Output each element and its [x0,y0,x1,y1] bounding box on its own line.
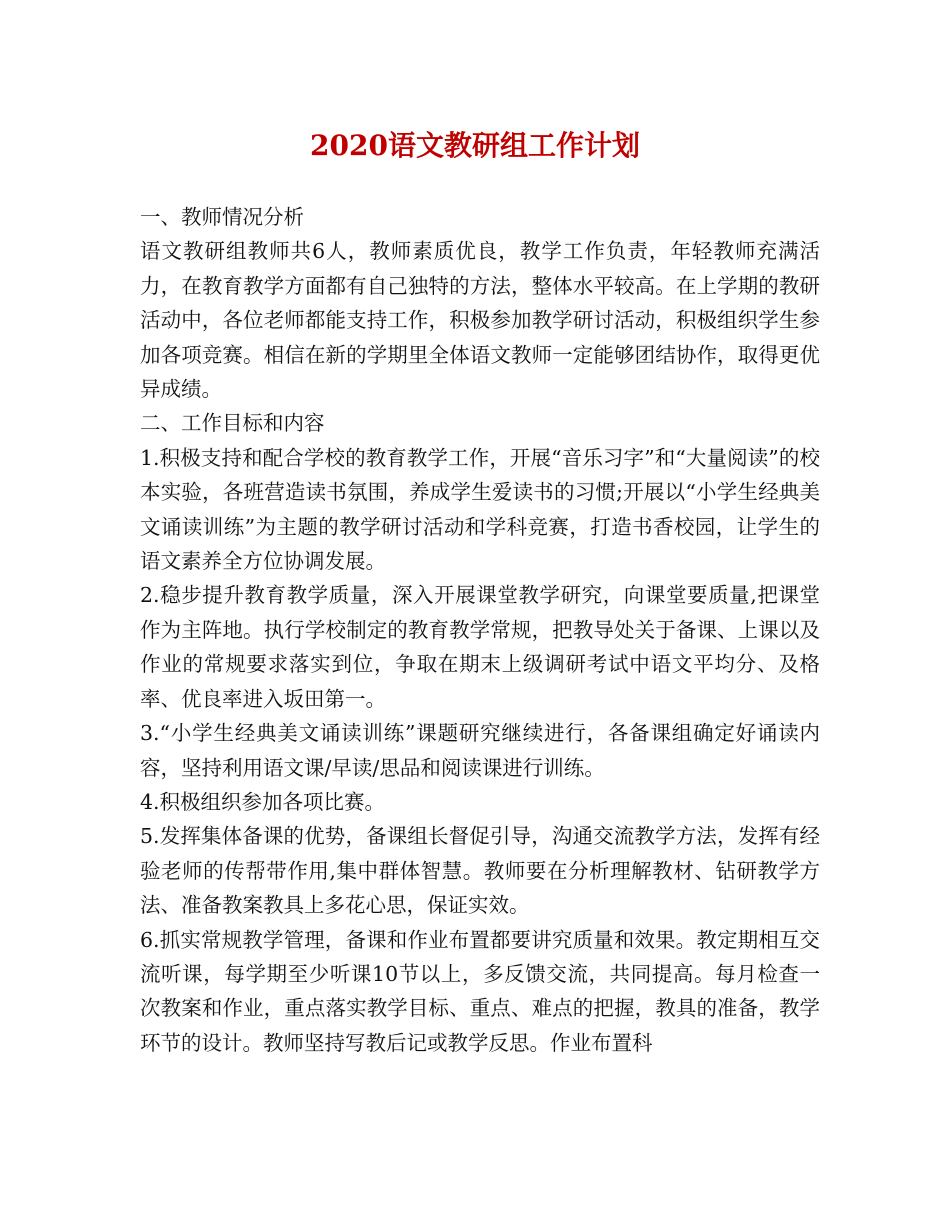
list-item-2: 2.稳步提升教育教学质量，深入开展课堂教学研究，向课堂要质量,把课堂作为主阵地。执行学校制定的教育教学常规，把教导处关于备课、上课以及作业的常规要求落实到位，争取在期末上级调研考试中语文平均分、及格率、优良率进入坂田第一。 [140,583,820,711]
document-title: 2020语文教研组工作计划 [310,129,640,162]
document-body [140,200,820,1060]
paragraph-teacher-analysis: 语文教研组教师共6人，教师素质优良，教学工作负责，年轻教师充满活力，在教育教学方面都有自己独特的方法，整体水平较高。在上学期的教研活动中，各位老师都能支持工作，积极参加教学研讨活动，积极组织学生参加各项竞赛。相信在新的学期里全体语文教师一定能够团结协作，取得更优异成绩。 [140,239,820,402]
section-heading-teacher-analysis: 一、教师情况分析 [140,205,304,229]
list-item-6: 6.抓实常规教学管理，备课和作业布置都要讲究质量和效果。教定期相互交流听课，每学期至少听课10节以上，多反馈交流，共同提高。每月检查一次教案和作业，重点落实教学目标、重点、难点的把握，教具的准备，教学环节的设计。教师坚持写教后记或教学反思。作业布置科 [140,927,820,1055]
list-item-4: 4.积极组织参加各项比赛。 [140,789,386,814]
section-heading-goals-content: 二、工作目标和内容 [140,411,325,436]
list-item-1: 1.积极支持和配合学校的教育教学工作，开展“音乐习字”和“大量阅读”的校本实验，各班营造读书氛围，养成学生爱读书的习惯;开展以“小学生经典美文诵读训练”为主题的教学研讨活动和学科竞赛，打造书香校园，让学生的语文素养全方位协调发展。 [140,445,820,574]
list-item-3: 3.“小学生经典美文诵读训练”课题研究继续进行，各备课组确定好诵读内容，坚持利用语文课/早读/思品和阅读课进行训练。 [140,721,820,780]
list-item-5: 5.发挥集体备课的优势，备课组长督促引导，沟通交流教学方法，发挥有经验老师的传帮带作用,集中群体智慧。教师要在分析理解教材、钻研教学方法、准备教案教具上多花心思，保证实效。 [140,824,820,918]
